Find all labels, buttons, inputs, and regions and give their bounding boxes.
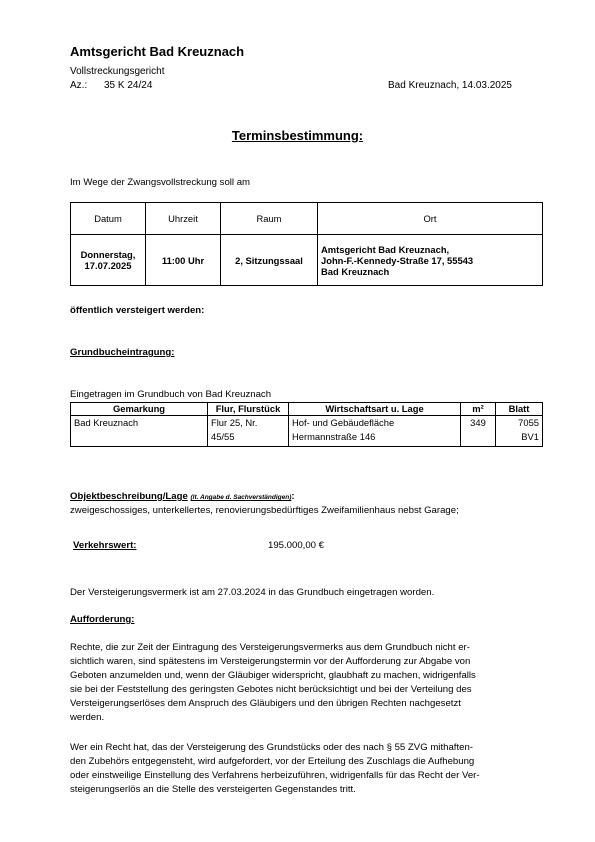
cell-blatt [496,416,543,447]
paragraph-line: oder einstweilige Einstellung des Verfahrens herbeizuführen, widrigenfalls für das Recht der Ver- [70,770,480,781]
blatt-line1: 7055 [518,417,539,428]
grundbuch-heading: Grundbucheintragung: [70,347,175,358]
az-label: Az.: [70,80,88,91]
verkehrswert-value: 195.000,00 € [268,540,325,551]
paragraph-line: Wer ein Recht hat, das der Versteigerung des Grundstücks oder des nach § 55 ZVG mithaften- [70,742,473,753]
flur-line1: Flur 25, Nr. [211,417,258,428]
flur-line2: 45/55 [211,431,235,442]
place-date: Bad Kreuznach, 14.03.2025 [388,80,512,91]
vermerk-text: Der Versteigerungsvermerk ist am 27.03.2024 in das Grundbuch eingetragen worden. [70,587,435,598]
paragraph-line: Versteigerungserlöses dem Anspruch des Gläubigers und den übrigen Rechten nachgesetzt [70,698,461,709]
cell-flur [208,416,289,447]
table-row [71,235,543,286]
termin-table-header [71,203,543,235]
objekt-heading: Objektbeschreibung/Lage [70,491,188,502]
paragraph-line: werden. [70,712,105,723]
grundbuch-table [70,402,543,447]
cell-gemarkung: Bad Kreuznach [71,416,208,447]
datum-weekday: Donnerstag, [80,249,136,260]
blatt-line2: BV1 [521,431,539,442]
objekt-note: (lt. Angabe d. Sachverständigen) [190,494,292,501]
header-wirtschaftsart: Wirtschaftsart u. Lage [289,403,461,416]
ort-line2: John-F.-Kennedy-Straße 17, 55543 [321,254,474,266]
termin-table [70,202,543,286]
header-raum: Raum [221,203,318,235]
intro-text: Im Wege der Zwangsvollstreckung soll am [70,177,251,188]
header-flur: Flur, Flurstück [208,403,289,416]
header-gemarkung: Gemarkung [71,403,208,416]
court-department: Vollstreckungsgericht [70,66,165,77]
page-title: Terminsbestimmung: [231,128,364,143]
objekt-colon: : [291,491,295,502]
paragraph-line: Geboten anzumelden und, wenn der Gläubiger widerspricht, glaubhaft zu machen, widrigenfalls [70,670,476,681]
cell-uhrzeit: 11:00 Uhr [146,235,221,286]
court-name: Amtsgericht Bad Kreuznach [70,44,245,59]
datum-date: 17.07.2025 [84,260,132,271]
header-qm: m² [461,403,496,416]
paragraph-line: sichtlich waren, sind spätestens im Versteigerungstermin vor der Aufforderung zur Abgabe von [70,656,471,667]
cell-ort [318,235,543,286]
paragraph-wer [70,741,480,797]
paragraph-line: Rechte, die zur Zeit der Eintragung des Versteigerungsvermerks aus dem Grundbuch nicht er- [70,642,470,653]
cell-datum [71,235,146,286]
wirtschaft-line2: Hermannstraße 146 [292,431,376,442]
header-blatt: Blatt [496,403,543,416]
header-datum: Datum [71,203,146,235]
cell-raum: 2, Sitzungssaal [221,235,318,286]
verkehrswert-label: Verkehrswert: [73,540,137,551]
cell-qm: 349 [461,416,496,447]
grundbuch-table-header [71,403,543,416]
cell-wirtschaftsart [289,416,461,447]
after-table-text: öffentlich versteigert werden: [70,305,205,316]
paragraph-line: steigerungserlös an die Stelle des versteigerten Gegenstandes tritt. [70,784,356,795]
paragraph-line: sie bei der Feststellung des geringsten Gebotes nicht berücksichtigt und bei der Verteilung des [70,684,472,695]
aufforderung-heading: Aufforderung: [70,614,135,625]
az-number: 35 K 24/24 [104,80,153,91]
table-row [71,416,543,447]
paragraph-line: den Zubehörs entgegensteht, wird aufgefordert, vor der Erteilung des Zuschlags die Aufhebung [70,756,475,767]
ort-line3: Bad Kreuznach [321,265,390,277]
grundbuch-intro: Eingetragen im Grundbuch von Bad Kreuznach [70,389,272,400]
header-uhrzeit: Uhrzeit [146,203,221,235]
paragraph-rechte [70,641,476,725]
wirtschaft-line1: Hof- und Gebäudefläche [292,417,395,428]
header-ort: Ort [318,203,543,235]
objekt-heading-line [70,490,295,505]
ort-line1: Amtsgericht Bad Kreuznach, [321,243,450,255]
objekt-text: zweigeschossiges, unterkellertes, renovierungsbedürftiges Zweifamilienhaus nebst Garage; [70,505,459,516]
